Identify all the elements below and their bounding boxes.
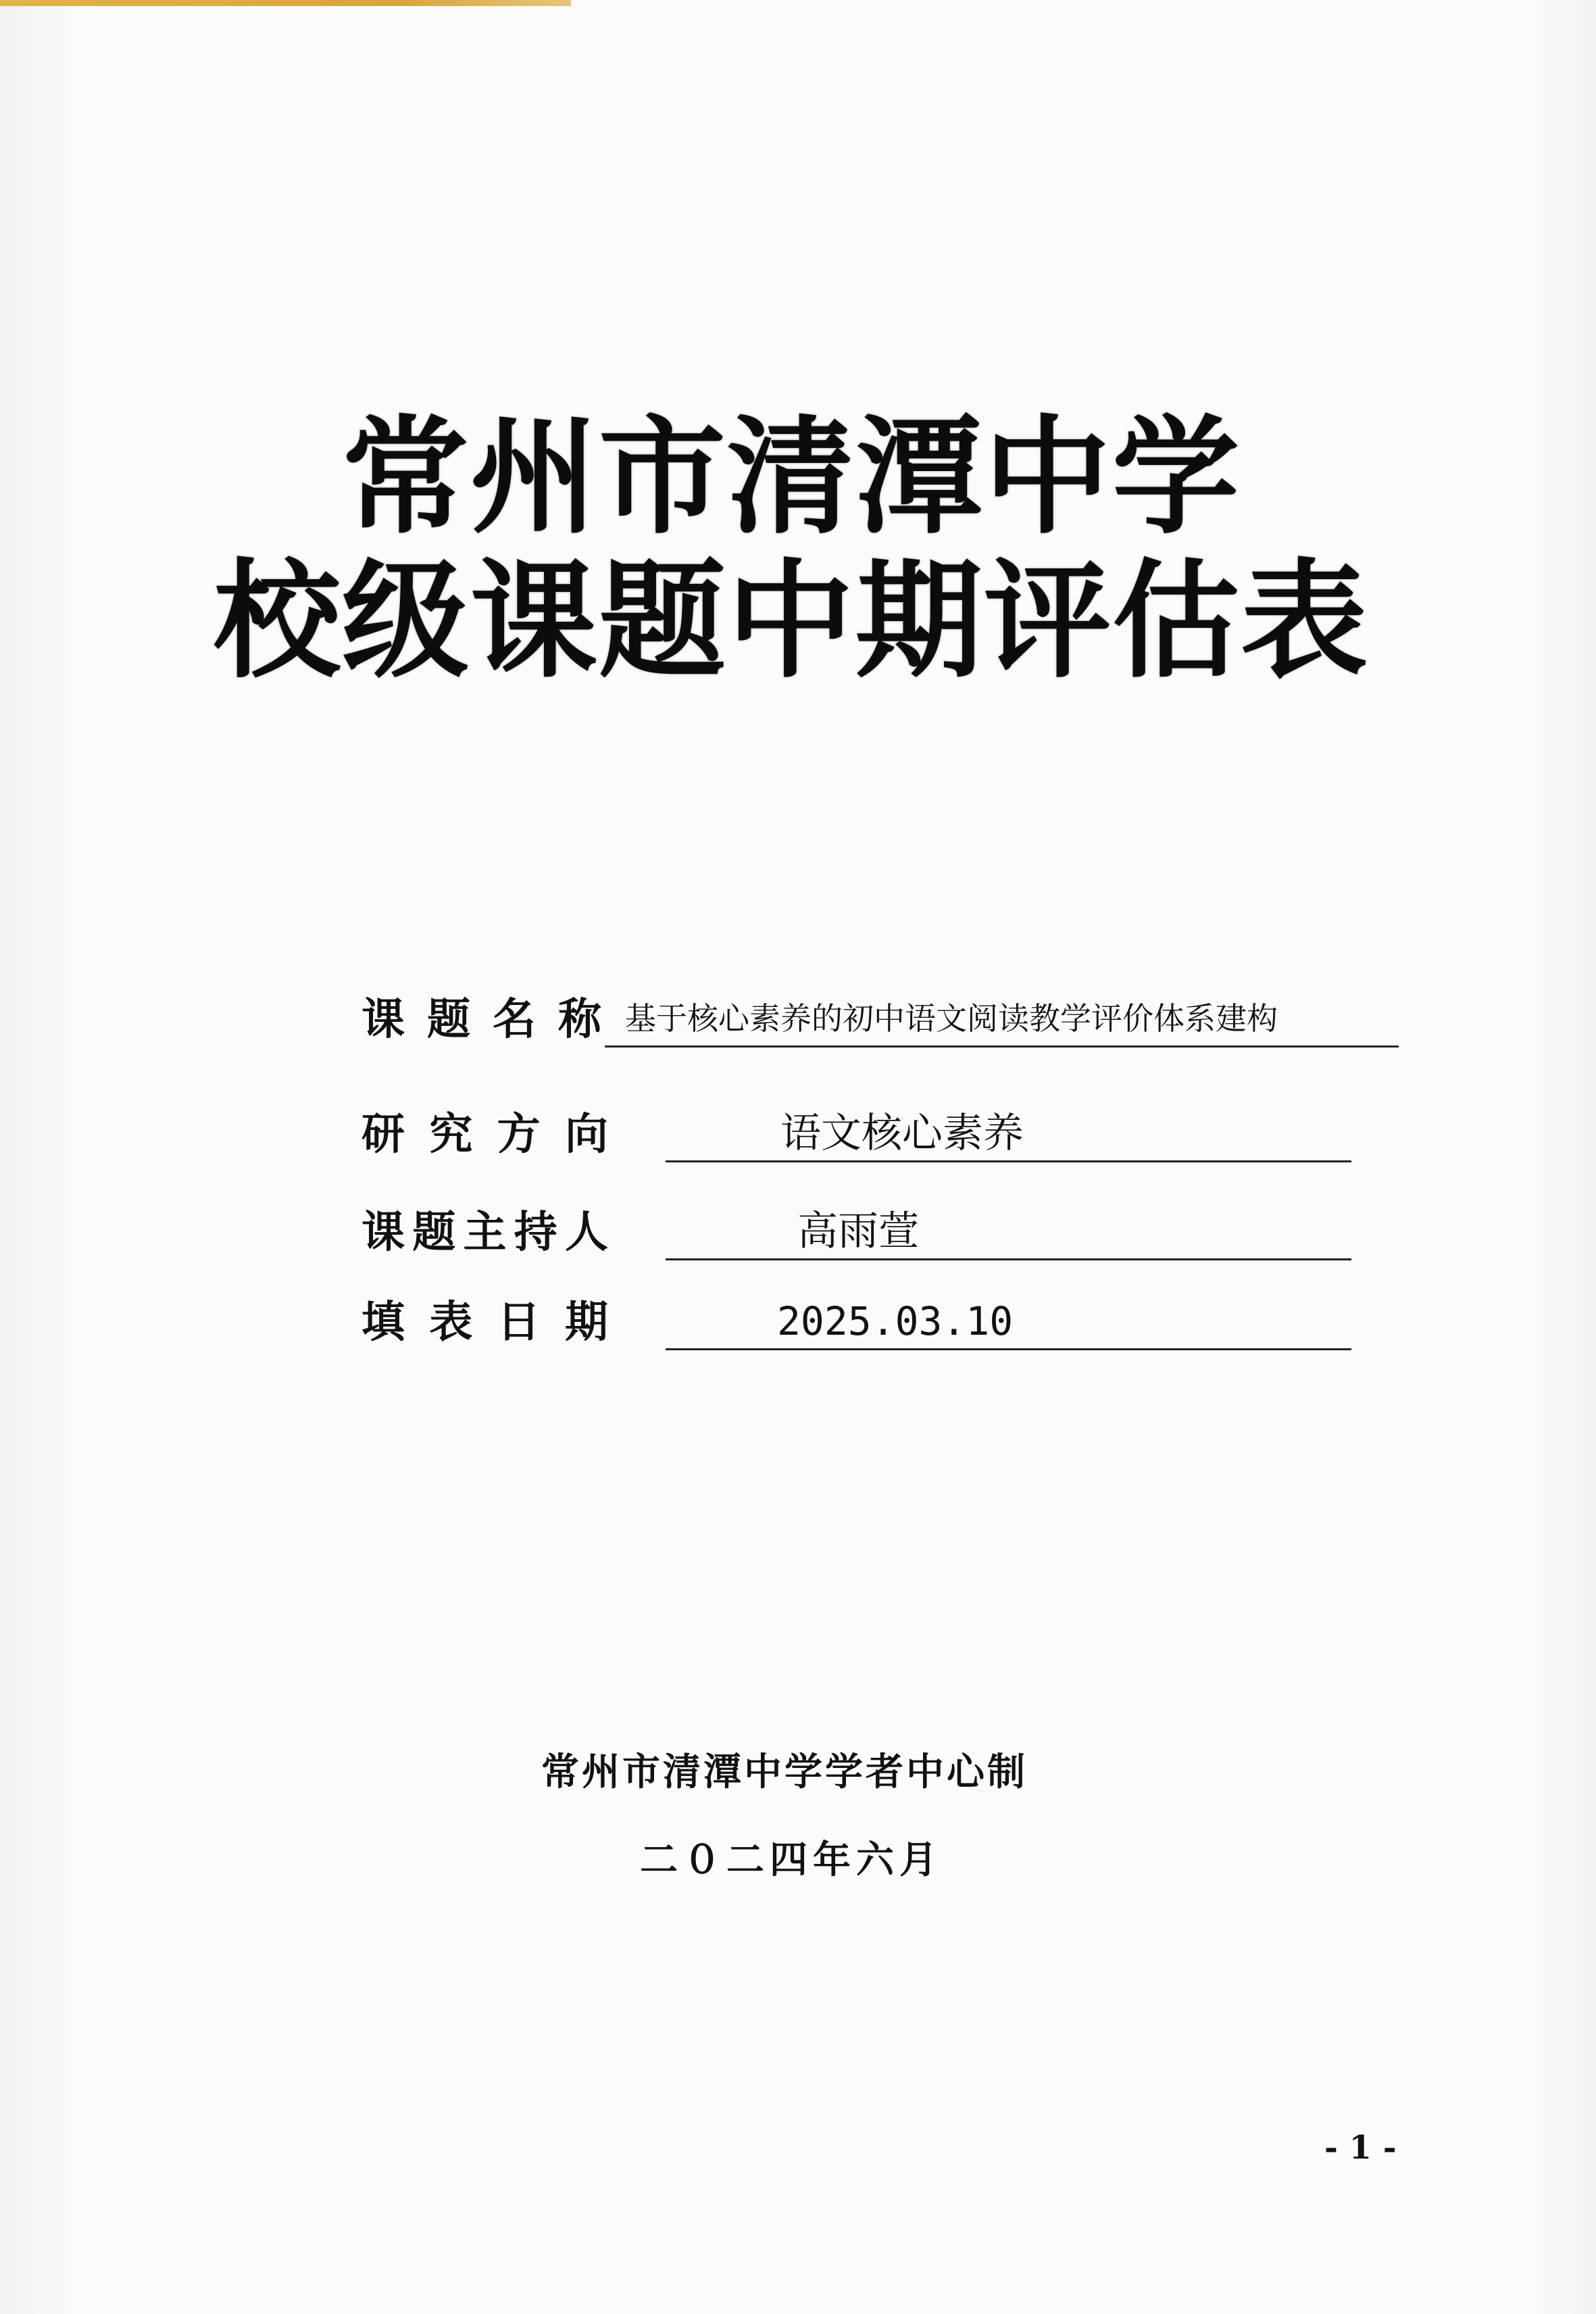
label-char: 研: [361, 1109, 405, 1160]
title-form-name: 校级课题中期评估表: [214, 547, 1369, 695]
field-underline: [605, 1045, 1399, 1048]
label-char: 主: [463, 1207, 507, 1258]
field-value-project-host: 高雨萱: [797, 1208, 919, 1255]
field-value-topic-name: 基于核心素养的初中语文阅读教学评价体系建构: [625, 1000, 1278, 1037]
field-label-fill-date: [361, 1299, 608, 1346]
label-char: 持: [514, 1207, 557, 1258]
label-char: 课: [361, 1207, 405, 1258]
label-char: 向: [564, 1109, 608, 1160]
label-char: 方: [497, 1109, 541, 1160]
label-char: 人: [565, 1207, 608, 1258]
field-underline: [666, 1160, 1351, 1162]
page-number: - 1 -: [1324, 2129, 1397, 2167]
label-char: 题: [427, 994, 470, 1045]
label-char: 日: [497, 1297, 541, 1348]
label-char: 究: [429, 1109, 473, 1160]
footer-organization: 常州市清潭中学学者中心制: [541, 1750, 1028, 1794]
field-label-project-host: [361, 1209, 608, 1256]
field-underline: [666, 1258, 1351, 1260]
field-underline: [666, 1348, 1351, 1350]
label-char: 题: [412, 1207, 456, 1258]
top-edge-stripe: [0, 0, 571, 6]
label-char: 名: [493, 994, 536, 1045]
title-school-name: 常州市清潭中学: [342, 403, 1241, 551]
label-char: 填: [361, 1297, 405, 1348]
field-value-fill-date: 2025.03.10: [777, 1298, 1014, 1344]
field-value-research-direction: 语文核心素养: [780, 1110, 1024, 1157]
label-char: 期: [564, 1297, 608, 1348]
field-label-research-direction: [361, 1111, 608, 1158]
label-char: 表: [429, 1297, 473, 1348]
label-char: 称: [558, 994, 601, 1045]
label-char: 课: [361, 994, 405, 1045]
field-label-topic-name: [361, 996, 601, 1043]
footer-date: 二０二四年六月: [640, 1838, 943, 1882]
